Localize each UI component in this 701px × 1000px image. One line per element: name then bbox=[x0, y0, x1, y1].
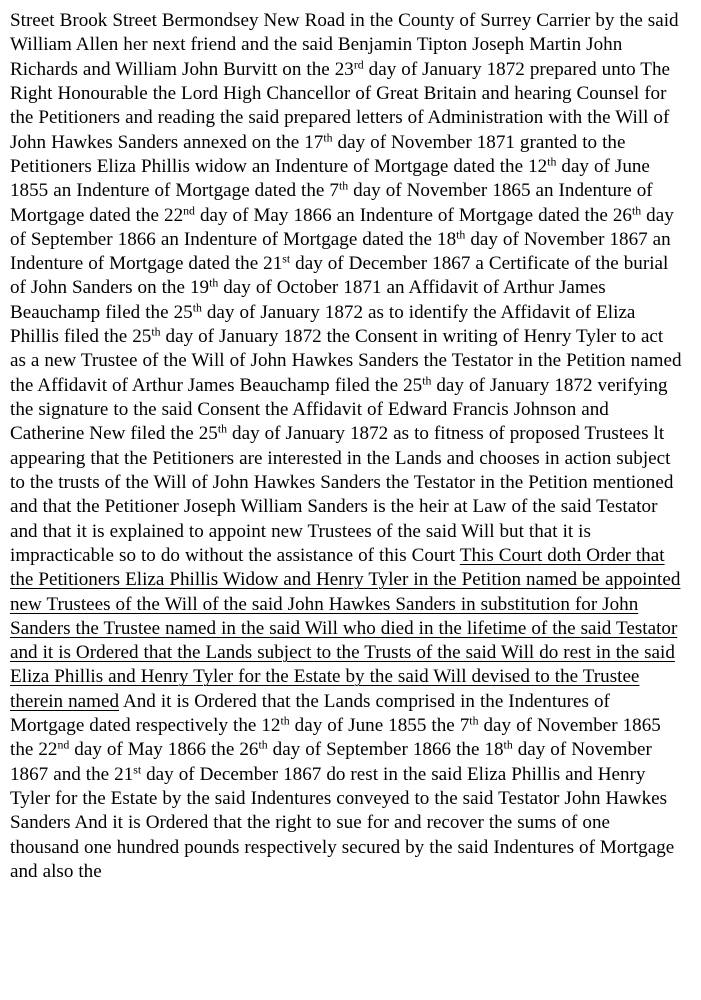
underlined-passage: This Court doth Order that the Petitioners Eliza Phillis Widow and Henry Tyler in the Petition named be appointed new Trustees of the Will of the said John Hawkes Sanders in substitution for John Sanders the Trustee named in the said Will who died in the lifetime of the said Testator and it is Ordered that the Lands subject to the Trusts of the said Will do rest in the said Eliza Phillis and Henry Tyler for the Estate by the said Will devised to the Trustee therein named bbox=[10, 544, 681, 712]
ordinal-suffix: st bbox=[133, 762, 142, 777]
document-text-body bbox=[10, 9, 682, 884]
ordinal-suffix: th bbox=[469, 713, 479, 728]
document-paragraph: Street Brook Street Bermondsey New Road in the County of Surrey Carrier by the said William Allen her next friend and the said Benjamin Tipton Joseph Martin John Richards and William John Burvitt on the 23rd day of January 1872 prepared unto The Right Honourable the Lord High Chancellor of Great Britain and hearing Counsel for the Petitioners and reading the said prepared letters of Administration with the Will of John Hawkes Sanders annexed on the 17th day of November 1871 granted to the Petitioners Eliza Phillis widow an Indenture of Mortgage dated the 12th day of June 1855 an Indenture of Mortgage dated the 7th day of November 1865 an Indenture of Mortgage dated the 22nd day of May 1866 an Indenture of Mortgage dated the 26th day of September 1866 an Indenture of Mortgage dated the 18th day of November 1867 an Indenture of Mortgage dated the 21st day of December 1867 a Certificate of the burial of John Sanders on the 19th day of October 1871 an Affidavit of Arthur James Beauchamp filed the 25th day of January 1872 as to identify the Affidavit of Eliza Phillis filed the 25th day of January 1872 the Consent in writing of Henry Tyler to act as a new Trustee of the Will of John Hawkes Sanders the Testator in the Petition named the Affidavit of Arthur James Beauchamp filed the 25th day of January 1872 verifying the signature to the said Consent the Affidavit of Edward Francis Johnson and Catherine New filed the 25th day of January 1872 as to fitness of proposed Trustees lt appearing that the Petitioners are interested in the Lands and chooses in action subject to the trusts of the Will of John Hawkes Sanders the Testator in the Petition mentioned and that the Petitioner Joseph William Sanders is the heir at Law of the said Testator and that it is explained to appoint new Trustees of the said Will but that it is impracticable so to do without the assistance of this Court This Court doth Order that the Petitioners Eliza Phillis Widow and Henry Tyler in the Petition named be appointed new Trustees of the Will of the said John Hawkes Sanders in substitution for John Sanders the Trustee named in the said Will who died in the lifetime of the said Testator and it is Ordered that the Lands subject to the Trusts of the said Will do rest in the said Eliza Phillis and Henry Tyler for the Estate by the said Will devised to the Trustee therein named And it is Ordered that the Lands comprised in the Indentures of Mortgage dated respectively the 12th day of June 1855 the 7th day of November 1865 the 22nd day of May 1866 the 26th day of September 1866 the 18th day of November 1867 and the 21st day of December 1867 do rest in the said Eliza Phillis and Henry Tyler for the Estate by the said Indentures conveyed to the said Testator John Hawkes Sanders And it is Ordered that the right to sue for and recover the sums of one thousand one hundred pounds respectively secured by the said Indentures of Mortgage and also the bbox=[10, 10, 682, 882]
ordinal-suffix: th bbox=[338, 178, 349, 193]
ordinal-suffix: th bbox=[217, 421, 228, 436]
ordinal-suffix: th bbox=[209, 275, 219, 290]
ordinal-suffix: th bbox=[422, 373, 432, 388]
ordinal-suffix: th bbox=[456, 227, 466, 242]
ordinal-suffix: nd bbox=[183, 202, 195, 217]
ordinal-suffix: th bbox=[192, 300, 202, 315]
ordinal-suffix: st bbox=[282, 251, 291, 266]
ordinal-suffix: th bbox=[323, 129, 333, 144]
ordinal-suffix: th bbox=[503, 737, 513, 752]
ordinal-suffix: th bbox=[547, 154, 557, 169]
ordinal-suffix: th bbox=[280, 713, 290, 728]
ordinal-suffix: th bbox=[631, 202, 642, 217]
ordinal-suffix: nd bbox=[57, 737, 70, 752]
ordinal-suffix: th bbox=[151, 324, 161, 339]
ordinal-suffix: rd bbox=[353, 57, 364, 71]
ordinal-suffix: th bbox=[258, 737, 268, 752]
